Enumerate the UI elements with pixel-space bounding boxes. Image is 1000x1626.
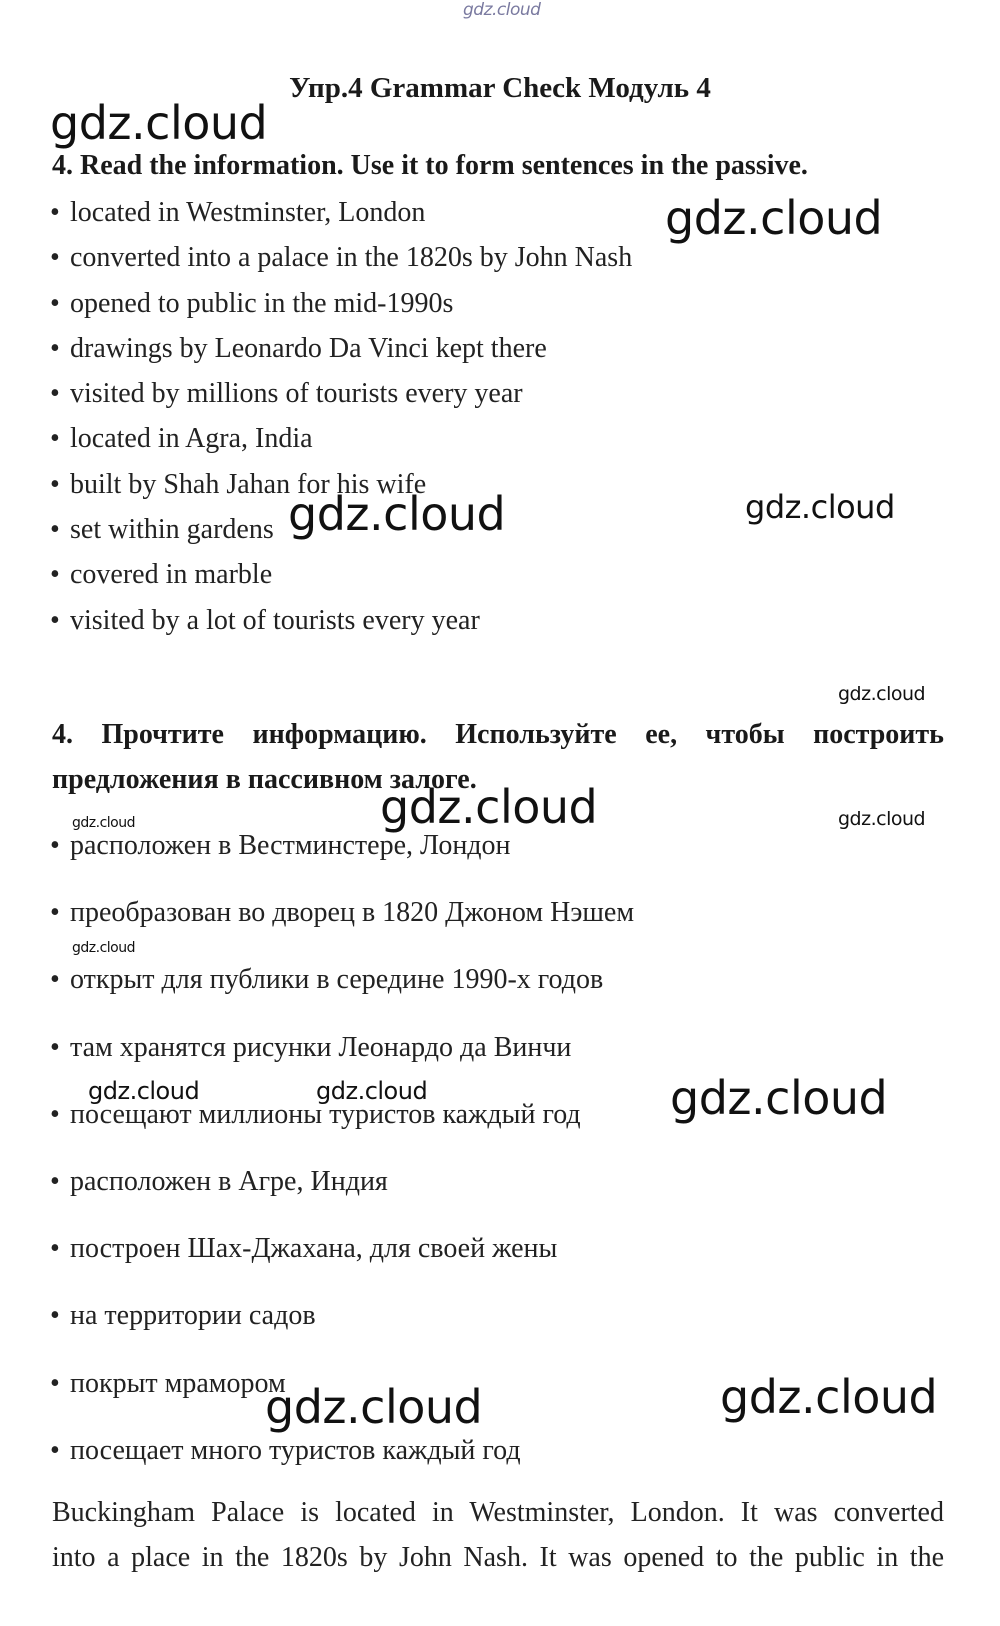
watermark: gdz.cloud: [838, 683, 926, 705]
russian-instruction-line1: 4. Прочтите информацию. Используйте ее, чтобы построить: [52, 719, 944, 750]
page-title: Упр.4 Grammar Check Модуль 4: [289, 72, 711, 104]
russian-instruction-line2: предложения в пассивном залоге.: [52, 764, 477, 795]
list-item: • расположен в Агре, Индия: [50, 1165, 388, 1197]
list-item: • на территории садов: [50, 1300, 316, 1332]
list-item: • посещают миллионы туристов каждый год: [50, 1098, 581, 1130]
top-watermark: gdz.cloud: [463, 0, 541, 20]
list-item: • покрыт мрамором: [50, 1367, 286, 1399]
list-item: • visited by millions of tourists every year: [50, 378, 523, 410]
english-instruction: 4. Read the information. Use it to form sentences in the passive.: [52, 150, 808, 181]
watermark: gdz.cloud: [88, 1077, 200, 1105]
watermark: gdz.cloud: [265, 1380, 483, 1434]
list-item: • built by Shah Jahan for his wife: [50, 468, 427, 500]
watermark: gdz.cloud: [288, 487, 506, 541]
list-item: • расположен в Вестминстере, Лондон: [50, 830, 511, 861]
list-item: • построен Шах-Джахана, для своей жены: [50, 1233, 558, 1265]
answer-paragraph: [52, 1490, 944, 1580]
watermark: gdz.cloud: [380, 780, 598, 834]
list-item: • located in Westminster, London: [50, 197, 426, 228]
list-item: • преобразован во дворец в 1820 Джоном Нэшем: [50, 897, 635, 929]
list-item: • drawings by Leonardo Da Vinci kept there: [50, 332, 547, 364]
answer-line-1: Buckingham Palace is located in Westminster, London. It was converted: [52, 1497, 944, 1528]
list-item: • located in Agra, India: [50, 423, 313, 455]
watermark: gdz.cloud: [72, 815, 135, 831]
watermark: gdz.cloud: [670, 1071, 888, 1125]
list-item: • covered in marble: [50, 559, 273, 591]
watermark: gdz.cloud: [838, 808, 926, 830]
list-item: • visited by a lot of tourists every year: [50, 604, 480, 636]
list-item: • открыт для публики в середине 1990-х годов: [50, 964, 604, 996]
list-item: • посещает много туристов каждый год: [50, 1434, 521, 1466]
list-item: • там хранятся рисунки Леонардо да Винчи: [50, 1031, 572, 1063]
list-item: • opened to public in the mid-1990s: [50, 287, 454, 319]
watermark: gdz.cloud: [745, 488, 895, 526]
watermark: gdz.cloud: [665, 191, 883, 245]
list-item: • set within gardens: [50, 514, 274, 546]
answer-line-2: into a place in the 1820s by John Nash. It was opened to the public in the: [52, 1542, 944, 1573]
watermark: gdz.cloud: [50, 96, 268, 150]
english-list: [50, 190, 632, 643]
watermark: gdz.cloud: [316, 1077, 428, 1105]
watermark: gdz.cloud: [72, 940, 135, 956]
list-item: • converted into a palace in the 1820s by John Nash: [50, 242, 633, 274]
watermark: gdz.cloud: [720, 1370, 938, 1424]
